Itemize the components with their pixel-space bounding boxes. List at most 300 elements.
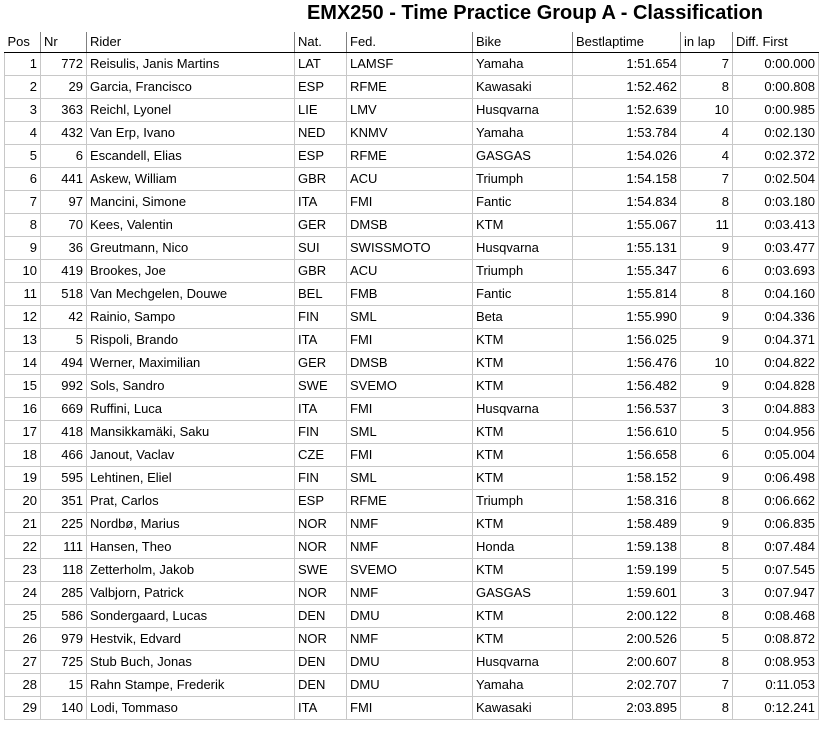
col-header-in-lap: in lap [681, 32, 733, 53]
bestlaptime-cell: 1:56.025 [573, 329, 681, 352]
diff-first-cell: 0:06.835 [733, 513, 819, 536]
diff-first-cell: 0:04.336 [733, 306, 819, 329]
col-header-nat: Nat. [295, 32, 347, 53]
bestlaptime-cell: 1:53.784 [573, 122, 681, 145]
fed-cell: DMSB [347, 352, 473, 375]
bestlaptime-cell: 1:51.654 [573, 53, 681, 76]
bike-cell: KTM [473, 513, 573, 536]
nat-cell: FIN [295, 306, 347, 329]
rider-cell: Ruffini, Luca [87, 398, 295, 421]
col-header-bestlaptime: Bestlaptime [573, 32, 681, 53]
bike-cell: KTM [473, 214, 573, 237]
rider-cell: Mancini, Simone [87, 191, 295, 214]
bestlaptime-cell: 1:58.152 [573, 467, 681, 490]
in-lap-cell: 5 [681, 421, 733, 444]
bestlaptime-cell: 1:52.639 [573, 99, 681, 122]
pos-cell: 25 [5, 605, 41, 628]
bike-cell: KTM [473, 329, 573, 352]
bestlaptime-cell: 2:00.526 [573, 628, 681, 651]
nat-cell: FIN [295, 467, 347, 490]
bestlaptime-cell: 1:54.834 [573, 191, 681, 214]
in-lap-cell: 4 [681, 122, 733, 145]
nat-cell: LAT [295, 53, 347, 76]
pos-cell: 7 [5, 191, 41, 214]
diff-first-cell: 0:06.662 [733, 490, 819, 513]
diff-first-cell: 0:02.130 [733, 122, 819, 145]
nr-cell: 432 [41, 122, 87, 145]
in-lap-cell: 8 [681, 490, 733, 513]
fed-cell: DMU [347, 651, 473, 674]
rider-cell: Janout, Vaclav [87, 444, 295, 467]
table-row [5, 122, 819, 145]
nat-cell: LIE [295, 99, 347, 122]
in-lap-cell: 8 [681, 605, 733, 628]
bike-cell: KTM [473, 375, 573, 398]
nr-cell: 351 [41, 490, 87, 513]
nat-cell: ITA [295, 191, 347, 214]
table-row [5, 513, 819, 536]
table-row [5, 145, 819, 168]
in-lap-cell: 9 [681, 329, 733, 352]
nr-cell: 111 [41, 536, 87, 559]
nat-cell: ITA [295, 398, 347, 421]
table-row [5, 237, 819, 260]
diff-first-cell: 0:00.000 [733, 53, 819, 76]
rider-cell: Garcia, Francisco [87, 76, 295, 99]
bestlaptime-cell: 2:03.895 [573, 697, 681, 720]
rider-cell: Rainio, Sampo [87, 306, 295, 329]
fed-cell: LAMSF [347, 53, 473, 76]
table-row [5, 559, 819, 582]
nat-cell: ITA [295, 329, 347, 352]
bestlaptime-cell: 2:00.607 [573, 651, 681, 674]
diff-first-cell: 0:00.985 [733, 99, 819, 122]
diff-first-cell: 0:04.883 [733, 398, 819, 421]
diff-first-cell: 0:03.180 [733, 191, 819, 214]
table-row [5, 536, 819, 559]
in-lap-cell: 7 [681, 674, 733, 697]
rider-cell: Valbjorn, Patrick [87, 582, 295, 605]
bestlaptime-cell: 2:02.707 [573, 674, 681, 697]
nr-cell: 70 [41, 214, 87, 237]
nr-cell: 118 [41, 559, 87, 582]
pos-cell: 14 [5, 352, 41, 375]
diff-first-cell: 0:08.468 [733, 605, 819, 628]
bestlaptime-cell: 1:52.462 [573, 76, 681, 99]
nr-cell: 363 [41, 99, 87, 122]
nr-cell: 29 [41, 76, 87, 99]
fed-cell: FMI [347, 329, 473, 352]
bike-cell: Husqvarna [473, 237, 573, 260]
nr-cell: 419 [41, 260, 87, 283]
nat-cell: GER [295, 214, 347, 237]
in-lap-cell: 8 [681, 283, 733, 306]
table-row [5, 651, 819, 674]
table-row [5, 168, 819, 191]
nat-cell: CZE [295, 444, 347, 467]
bike-cell: KTM [473, 444, 573, 467]
diff-first-cell: 0:05.004 [733, 444, 819, 467]
rider-cell: Mansikkamäki, Saku [87, 421, 295, 444]
in-lap-cell: 3 [681, 398, 733, 421]
nat-cell: ESP [295, 76, 347, 99]
nat-cell: ESP [295, 490, 347, 513]
bike-cell: Fantic [473, 191, 573, 214]
bike-cell: Husqvarna [473, 99, 573, 122]
pos-cell: 5 [5, 145, 41, 168]
in-lap-cell: 10 [681, 99, 733, 122]
nr-cell: 979 [41, 628, 87, 651]
nr-cell: 418 [41, 421, 87, 444]
table-row [5, 306, 819, 329]
table-row [5, 53, 819, 76]
nat-cell: ESP [295, 145, 347, 168]
diff-first-cell: 0:04.822 [733, 352, 819, 375]
table-row [5, 329, 819, 352]
pos-cell: 23 [5, 559, 41, 582]
nr-cell: 494 [41, 352, 87, 375]
bike-cell: Kawasaki [473, 76, 573, 99]
in-lap-cell: 11 [681, 214, 733, 237]
bike-cell: GASGAS [473, 145, 573, 168]
diff-first-cell: 0:04.160 [733, 283, 819, 306]
nr-cell: 140 [41, 697, 87, 720]
pos-cell: 21 [5, 513, 41, 536]
fed-cell: ACU [347, 260, 473, 283]
bestlaptime-cell: 1:59.199 [573, 559, 681, 582]
bike-cell: KTM [473, 421, 573, 444]
bike-cell: Husqvarna [473, 651, 573, 674]
bestlaptime-cell: 1:58.489 [573, 513, 681, 536]
bike-cell: Fantic [473, 283, 573, 306]
bestlaptime-cell: 1:54.158 [573, 168, 681, 191]
rider-cell: Reichl, Lyonel [87, 99, 295, 122]
pos-cell: 12 [5, 306, 41, 329]
nr-cell: 441 [41, 168, 87, 191]
pos-cell: 1 [5, 53, 41, 76]
nr-cell: 466 [41, 444, 87, 467]
bike-cell: Husqvarna [473, 398, 573, 421]
bike-cell: Triumph [473, 490, 573, 513]
fed-cell: FMI [347, 191, 473, 214]
bestlaptime-cell: 1:56.658 [573, 444, 681, 467]
fed-cell: DMSB [347, 214, 473, 237]
nr-cell: 518 [41, 283, 87, 306]
in-lap-cell: 7 [681, 53, 733, 76]
nr-cell: 669 [41, 398, 87, 421]
table-row [5, 444, 819, 467]
fed-cell: RFME [347, 490, 473, 513]
in-lap-cell: 9 [681, 467, 733, 490]
bike-cell: GASGAS [473, 582, 573, 605]
bike-cell: KTM [473, 605, 573, 628]
fed-cell: KNMV [347, 122, 473, 145]
nat-cell: GBR [295, 168, 347, 191]
pos-cell: 27 [5, 651, 41, 674]
table-row [5, 99, 819, 122]
col-header-nr: Nr [41, 32, 87, 53]
rider-cell: Askew, William [87, 168, 295, 191]
bestlaptime-cell: 1:55.814 [573, 283, 681, 306]
nr-cell: 586 [41, 605, 87, 628]
nr-cell: 225 [41, 513, 87, 536]
pos-cell: 18 [5, 444, 41, 467]
in-lap-cell: 3 [681, 582, 733, 605]
fed-cell: NMF [347, 536, 473, 559]
table-row [5, 674, 819, 697]
rider-cell: Hestvik, Edvard [87, 628, 295, 651]
in-lap-cell: 9 [681, 237, 733, 260]
nat-cell: BEL [295, 283, 347, 306]
nat-cell: NOR [295, 582, 347, 605]
fed-cell: RFME [347, 145, 473, 168]
pos-cell: 9 [5, 237, 41, 260]
fed-cell: SML [347, 467, 473, 490]
rider-cell: Zetterholm, Jakob [87, 559, 295, 582]
diff-first-cell: 0:12.241 [733, 697, 819, 720]
in-lap-cell: 9 [681, 375, 733, 398]
in-lap-cell: 6 [681, 260, 733, 283]
pos-cell: 3 [5, 99, 41, 122]
fed-cell: NMF [347, 628, 473, 651]
nat-cell: NOR [295, 513, 347, 536]
pos-cell: 2 [5, 76, 41, 99]
table-row [5, 352, 819, 375]
rider-cell: Brookes, Joe [87, 260, 295, 283]
in-lap-cell: 5 [681, 559, 733, 582]
bestlaptime-cell: 1:55.067 [573, 214, 681, 237]
fed-cell: SML [347, 306, 473, 329]
bestlaptime-cell: 1:56.610 [573, 421, 681, 444]
rider-cell: Greutmann, Nico [87, 237, 295, 260]
fed-cell: DMU [347, 605, 473, 628]
bike-cell: Yamaha [473, 53, 573, 76]
rider-cell: Stub Buch, Jonas [87, 651, 295, 674]
rider-cell: Nordbø, Marius [87, 513, 295, 536]
rider-cell: Escandell, Elias [87, 145, 295, 168]
nat-cell: GER [295, 352, 347, 375]
table-row [5, 214, 819, 237]
nat-cell: SWE [295, 559, 347, 582]
diff-first-cell: 0:04.956 [733, 421, 819, 444]
rider-cell: Prat, Carlos [87, 490, 295, 513]
table-row [5, 490, 819, 513]
bike-cell: KTM [473, 352, 573, 375]
in-lap-cell: 8 [681, 697, 733, 720]
fed-cell: DMU [347, 674, 473, 697]
nat-cell: FIN [295, 421, 347, 444]
fed-cell: SML [347, 421, 473, 444]
pos-cell: 10 [5, 260, 41, 283]
fed-cell: NMF [347, 513, 473, 536]
diff-first-cell: 0:07.947 [733, 582, 819, 605]
pos-cell: 29 [5, 697, 41, 720]
rider-cell: Reisulis, Janis Martins [87, 53, 295, 76]
table-body [5, 53, 819, 720]
col-header-fed: Fed. [347, 32, 473, 53]
pos-cell: 8 [5, 214, 41, 237]
nat-cell: DEN [295, 605, 347, 628]
diff-first-cell: 0:06.498 [733, 467, 819, 490]
diff-first-cell: 0:00.808 [733, 76, 819, 99]
in-lap-cell: 8 [681, 651, 733, 674]
nat-cell: GBR [295, 260, 347, 283]
diff-first-cell: 0:08.953 [733, 651, 819, 674]
pos-cell: 13 [5, 329, 41, 352]
nr-cell: 42 [41, 306, 87, 329]
nr-cell: 6 [41, 145, 87, 168]
col-header-rider: Rider [87, 32, 295, 53]
nat-cell: NOR [295, 536, 347, 559]
diff-first-cell: 0:07.484 [733, 536, 819, 559]
col-header-pos: Pos [5, 32, 41, 53]
nr-cell: 725 [41, 651, 87, 674]
rider-cell: Kees, Valentin [87, 214, 295, 237]
rider-cell: Hansen, Theo [87, 536, 295, 559]
nr-cell: 97 [41, 191, 87, 214]
fed-cell: FMI [347, 697, 473, 720]
bike-cell: KTM [473, 559, 573, 582]
bike-cell: Yamaha [473, 674, 573, 697]
pos-cell: 19 [5, 467, 41, 490]
rider-cell: Rahn Stampe, Frederik [87, 674, 295, 697]
fed-cell: FMB [347, 283, 473, 306]
pos-cell: 26 [5, 628, 41, 651]
table-row [5, 260, 819, 283]
nat-cell: DEN [295, 674, 347, 697]
pos-cell: 20 [5, 490, 41, 513]
nat-cell: SUI [295, 237, 347, 260]
pos-cell: 4 [5, 122, 41, 145]
in-lap-cell: 8 [681, 191, 733, 214]
pos-cell: 6 [5, 168, 41, 191]
table-row [5, 628, 819, 651]
bike-cell: Triumph [473, 260, 573, 283]
page-title: EMX250 - Time Practice Group A - Classification [306, 2, 764, 24]
nat-cell: SWE [295, 375, 347, 398]
bike-cell: KTM [473, 628, 573, 651]
nat-cell: ITA [295, 697, 347, 720]
rider-cell: Sondergaard, Lucas [87, 605, 295, 628]
nr-cell: 595 [41, 467, 87, 490]
diff-first-cell: 0:07.545 [733, 559, 819, 582]
col-header-diff-first: Diff. First [733, 32, 819, 53]
pos-cell: 15 [5, 375, 41, 398]
rider-cell: Van Mechgelen, Douwe [87, 283, 295, 306]
rider-cell: Sols, Sandro [87, 375, 295, 398]
diff-first-cell: 0:02.372 [733, 145, 819, 168]
table-header-row [5, 32, 819, 53]
diff-first-cell: 0:08.872 [733, 628, 819, 651]
fed-cell: NMF [347, 582, 473, 605]
in-lap-cell: 8 [681, 76, 733, 99]
bestlaptime-cell: 1:59.601 [573, 582, 681, 605]
fed-cell: RFME [347, 76, 473, 99]
in-lap-cell: 7 [681, 168, 733, 191]
fed-cell: FMI [347, 444, 473, 467]
nr-cell: 15 [41, 674, 87, 697]
in-lap-cell: 9 [681, 306, 733, 329]
diff-first-cell: 0:11.053 [733, 674, 819, 697]
table-row [5, 76, 819, 99]
in-lap-cell: 4 [681, 145, 733, 168]
table-row [5, 582, 819, 605]
fed-cell: ACU [347, 168, 473, 191]
table-row [5, 467, 819, 490]
rider-cell: Werner, Maximilian [87, 352, 295, 375]
in-lap-cell: 9 [681, 513, 733, 536]
bestlaptime-cell: 1:56.476 [573, 352, 681, 375]
table-row [5, 421, 819, 444]
bike-cell: Beta [473, 306, 573, 329]
in-lap-cell: 6 [681, 444, 733, 467]
nr-cell: 36 [41, 237, 87, 260]
bestlaptime-cell: 1:55.990 [573, 306, 681, 329]
bestlaptime-cell: 1:56.482 [573, 375, 681, 398]
diff-first-cell: 0:03.413 [733, 214, 819, 237]
bestlaptime-cell: 1:55.131 [573, 237, 681, 260]
in-lap-cell: 10 [681, 352, 733, 375]
table-row [5, 605, 819, 628]
fed-cell: SWISSMOTO [347, 237, 473, 260]
fed-cell: SVEMO [347, 375, 473, 398]
nat-cell: NOR [295, 628, 347, 651]
bestlaptime-cell: 1:59.138 [573, 536, 681, 559]
diff-first-cell: 0:03.693 [733, 260, 819, 283]
pos-cell: 17 [5, 421, 41, 444]
nr-cell: 5 [41, 329, 87, 352]
fed-cell: SVEMO [347, 559, 473, 582]
bike-cell: Yamaha [473, 122, 573, 145]
pos-cell: 28 [5, 674, 41, 697]
table-row [5, 375, 819, 398]
diff-first-cell: 0:02.504 [733, 168, 819, 191]
rider-cell: Lodi, Tommaso [87, 697, 295, 720]
diff-first-cell: 0:03.477 [733, 237, 819, 260]
pos-cell: 11 [5, 283, 41, 306]
bike-cell: Honda [473, 536, 573, 559]
nr-cell: 992 [41, 375, 87, 398]
in-lap-cell: 8 [681, 536, 733, 559]
bike-cell: KTM [473, 467, 573, 490]
nr-cell: 285 [41, 582, 87, 605]
rider-cell: Lehtinen, Eliel [87, 467, 295, 490]
fed-cell: FMI [347, 398, 473, 421]
nat-cell: NED [295, 122, 347, 145]
table-row [5, 191, 819, 214]
table-row [5, 697, 819, 720]
bestlaptime-cell: 1:58.316 [573, 490, 681, 513]
bike-cell: Triumph [473, 168, 573, 191]
table-row [5, 398, 819, 421]
col-header-bike: Bike [473, 32, 573, 53]
bestlaptime-cell: 1:54.026 [573, 145, 681, 168]
diff-first-cell: 0:04.371 [733, 329, 819, 352]
fed-cell: LMV [347, 99, 473, 122]
pos-cell: 22 [5, 536, 41, 559]
bestlaptime-cell: 1:55.347 [573, 260, 681, 283]
bestlaptime-cell: 2:00.122 [573, 605, 681, 628]
bike-cell: Kawasaki [473, 697, 573, 720]
rider-cell: Rispoli, Brando [87, 329, 295, 352]
classification-table [4, 32, 819, 720]
pos-cell: 16 [5, 398, 41, 421]
rider-cell: Van Erp, Ivano [87, 122, 295, 145]
bestlaptime-cell: 1:56.537 [573, 398, 681, 421]
nr-cell: 772 [41, 53, 87, 76]
nat-cell: DEN [295, 651, 347, 674]
diff-first-cell: 0:04.828 [733, 375, 819, 398]
